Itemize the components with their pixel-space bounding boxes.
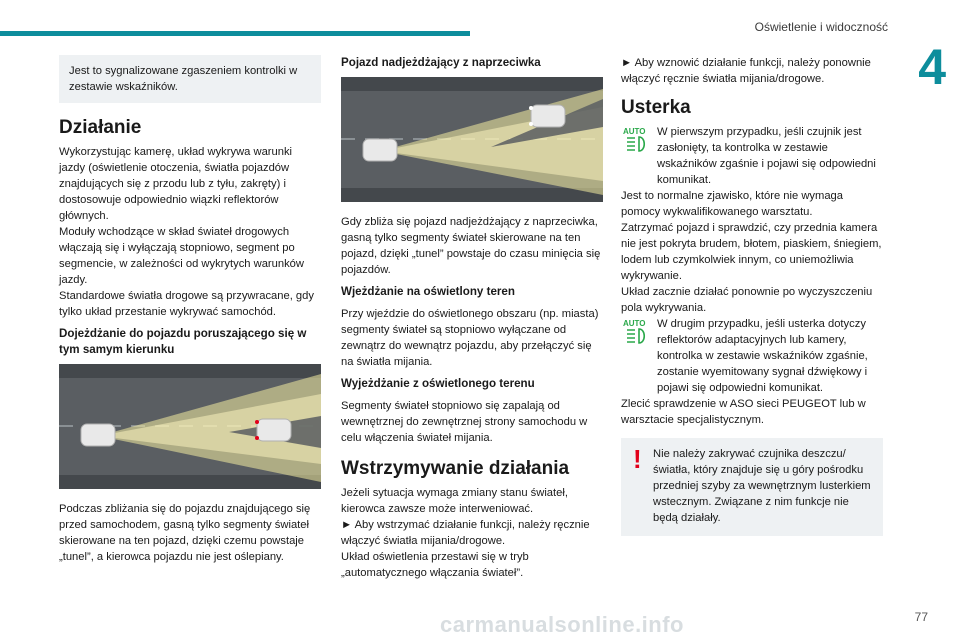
watermark: carmanualsonline.info [440, 612, 684, 637]
heading-dzialanie: Działanie [59, 117, 142, 138]
heading-usterka: Usterka [621, 97, 691, 118]
paragraph: Zatrzymać pojazd i sprawdzić, czy przednia kamera nie jest pokryta brudem, błotem, piaskiem, śniegiem, lodem lub czymkolwiek innym, co uniemożliwia wykrywanie. [621, 222, 882, 282]
heading-exit-lit-area: Wyjeżdżanie z oświetlonego terenu [341, 377, 535, 390]
paragraph: ► Aby wstrzymać działanie funkcji, należy ręcznie włączyć światła mijania/drogowe. [341, 519, 590, 547]
heading-wstrzymywanie: Wstrzymywanie działania [341, 458, 570, 479]
heading-same-direction: Dojeżdżanie do pojazdu poruszającego się w tym samym kierunku [59, 327, 307, 356]
paragraph: Podczas zbliżania się do pojazdu znajdującego się przed samochodem, gasną tylko segmenty świateł skierowane na ten pojazd, dzięki czemu powstaje „tunel”, a kierowca pojazdu nie jest oślepiany. [59, 503, 311, 563]
auto-high-beam-icon [621, 125, 651, 155]
auto-lights-indicator-row [621, 316, 883, 396]
info-note [59, 55, 321, 103]
paragraph: Wykorzystując kamerę, układ wykrywa warunki jazdy (oświetlenie otoczenia, światła pojazdów znajdujących się z przodu lub z tyłu, zakręty) i dostosowuje odpowiednio wiązki reflektorów głównych. [59, 146, 293, 222]
paragraph: Segmenty świateł stopniowo się zapalają od wewnętrznej do zewnętrznej strony samochodu w celu włączenia świateł mijania. [341, 400, 588, 444]
heading-enter-lit-area: Wjeżdżanie na oświetlony teren [341, 285, 515, 298]
illustration-same-direction [59, 364, 321, 489]
paragraph: Zlecić sprawdzenie w ASO sieci PEUGEOT lub w warsztacie specjalistycznym. [621, 398, 866, 426]
paragraph: W pierwszym przypadku, jeśli czujnik jest zasłonięty, ta kontrolka w zestawie wskaźników zgaśnie i pojawi się odpowiedni komunikat. [657, 126, 876, 186]
paragraph: Moduły wchodzące w skład świateł drogowych włączają się i wyłączają stopniowo, segment po segmencie, w zależności od wykrytych warunków jazdy. [59, 226, 304, 286]
illustration-oncoming [341, 77, 603, 202]
section-title: Oświetlenie i widoczność [754, 20, 888, 34]
paragraph: Układ zacznie działać ponownie po wyczyszczeniu pola wykrywania. [621, 286, 873, 314]
paragraph: Układ oświetlenia przestawi się w tryb „automatycznego włączania świateł”. [341, 551, 529, 579]
warning-box [621, 438, 883, 536]
header-accent-bar [0, 31, 470, 36]
page-number: 77 [914, 610, 928, 624]
auto-high-beam-icon [621, 317, 651, 347]
paragraph: ► Aby wznowić działanie funkcji, należy ponownie włączyć ręcznie światła mijania/drogowe. [621, 57, 871, 85]
warning-text: Nie należy zakrywać czujnika deszczu/ światła, który znajduje się u góry pośrodku przedniej szyby za wewnętrznym lusterkiem wstecznym. Związane z nim funkcje nie będą działały. [653, 448, 871, 524]
note-text: Jest to sygnalizowane zgaszeniem kontrolki w zestawie wskaźników. [69, 65, 298, 93]
heading-oncoming: Pojazd nadjeżdżający z naprzeciwka [341, 56, 541, 69]
auto-lights-indicator-row [621, 124, 883, 188]
column-1 [59, 55, 321, 565]
paragraph: Przy wjeździe do oświetlonego obszaru (np. miasta) segmenty świateł są stopniowo wyłączane od zewnątrz do wewnątrz pojazdu, aby przełączyć się na światła mijania. [341, 308, 599, 368]
paragraph: Gdy zbliża się pojazd nadjeżdżający z naprzeciwka, gasną tylko segmenty świateł skierowane na ten pojazd, dzięki „tunel” powstaje do czasu minięcia się pojazdów. [341, 216, 601, 276]
paragraph: Jest to normalne zjawisko, które nie wymaga pomocy wykwalifikowanego warsztatu. [621, 190, 843, 218]
auto-label: AUTO [623, 319, 646, 328]
paragraph: Jeżeli sytuacja wymaga zmiany stanu świateł, kierowca zawsze może interweniować. [341, 487, 568, 515]
column-2 [341, 55, 603, 581]
chapter-number: 4 [918, 39, 946, 95]
warning-icon: ! [633, 444, 642, 474]
column-3 [621, 55, 883, 536]
auto-label: AUTO [623, 127, 646, 136]
paragraph: Standardowe światła drogowe są przywracane, gdy tylko układ przestanie wykrywać samochód. [59, 290, 314, 318]
paragraph: W drugim przypadku, jeśli usterka dotyczy reflektorów adaptacyjnych lub kamery, kontrolka w zestawie wskaźników zgaśnie, zostanie wyemitowany sygnał dźwiękowy i pojawi się odpowiedni komunikat. [657, 318, 868, 394]
